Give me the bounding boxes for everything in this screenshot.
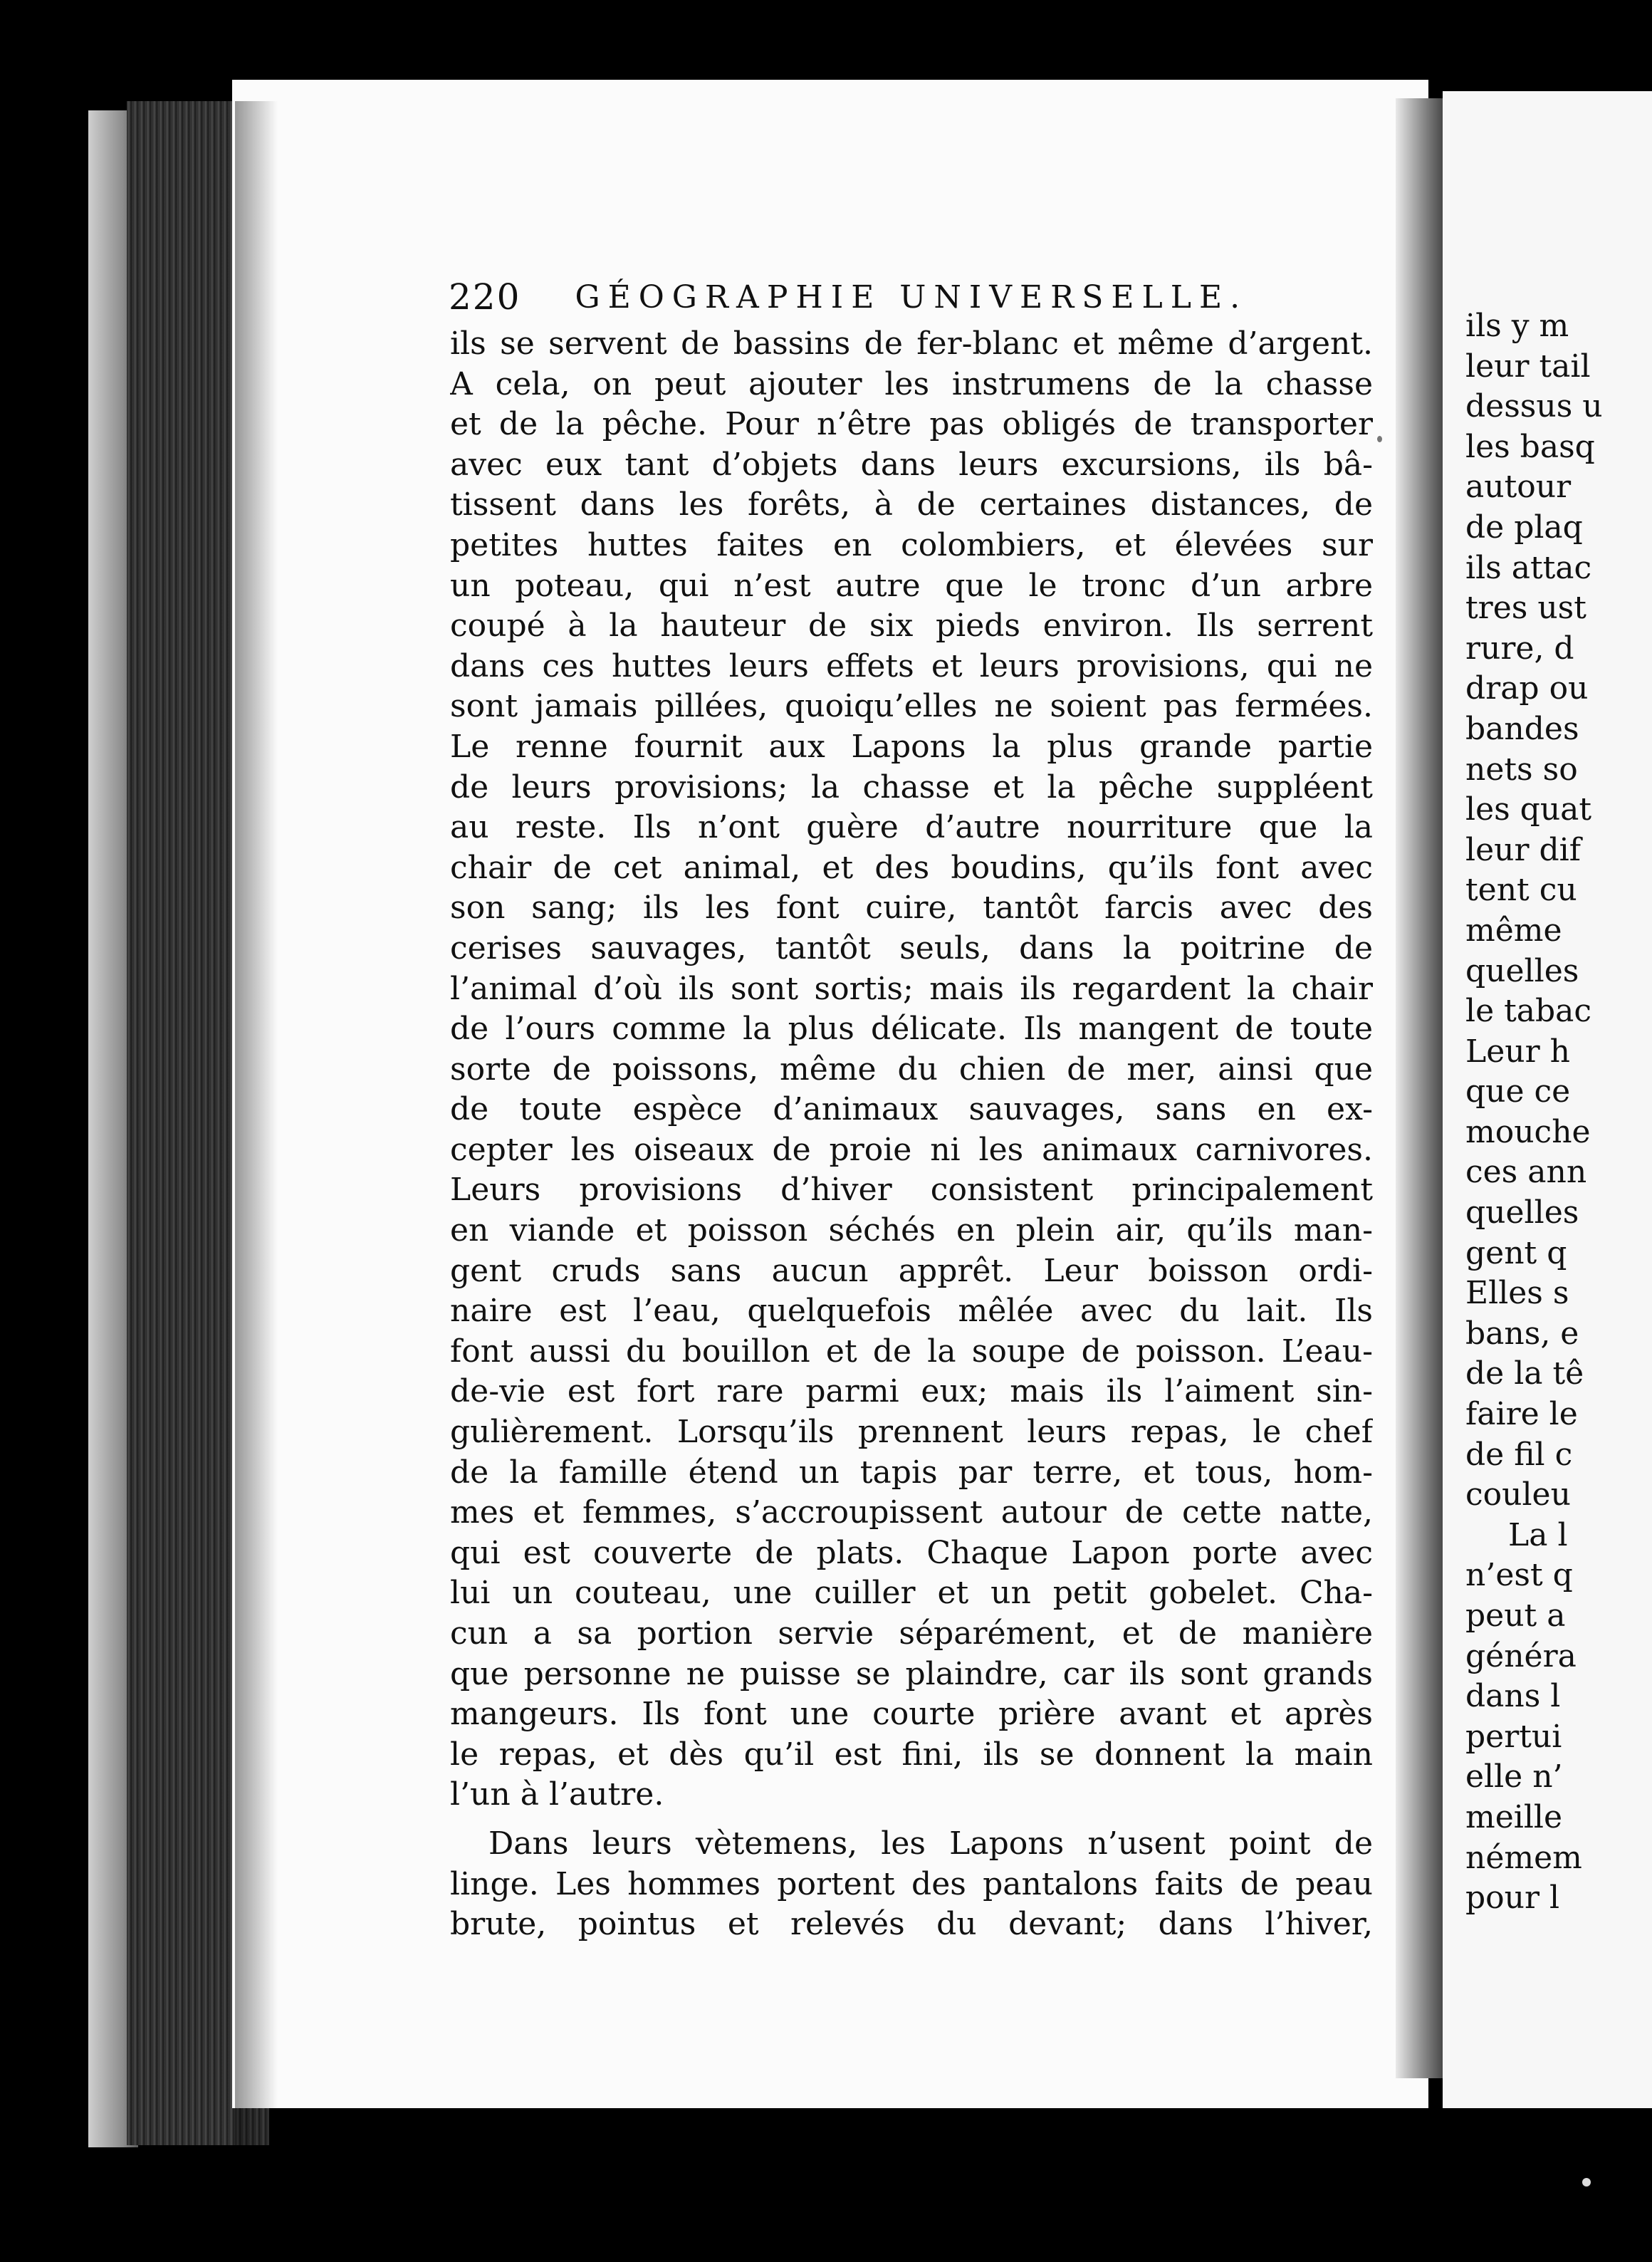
text-line: au reste. Ils n’ont guère d’autre nourriture que la [450, 809, 1373, 846]
facing-text-line: tent cu [1465, 872, 1577, 909]
text-line: gulièrement. Lorsqu’ils prennent leurs repas, le chef [450, 1414, 1373, 1451]
facing-text-line: autour [1465, 469, 1572, 506]
text-line: l’un à l’autre. [450, 1776, 664, 1813]
facing-text-line: bandes [1465, 710, 1579, 747]
facing-text-line: de plaq [1465, 509, 1583, 546]
facing-text-line: le tabac [1465, 993, 1592, 1030]
running-title: GÉOGRAPHIE UNIVERSELLE. [575, 278, 1248, 316]
text-line: Leurs provisions d’hiver consistent principalement [450, 1172, 1373, 1209]
text-line: Dans leurs vètemens, les Lapons n’usent point de [488, 1825, 1373, 1862]
text-line: dans ces huttes leurs effets et leurs provisions, qui ne [450, 647, 1373, 684]
facing-text-line: leur tail [1465, 348, 1591, 385]
text-line: avec eux tant d’objets dans leurs excursions, ils bâ- [450, 446, 1373, 483]
facing-text-line: de fil c [1465, 1436, 1573, 1473]
text-line: qui est couverte de plats. Chaque Lapon porte avec [450, 1534, 1373, 1571]
text-line: et de la pêche. Pour n’être pas obligés de transporter [450, 406, 1373, 443]
facing-text-line: nets so [1465, 751, 1578, 788]
facing-page-text [1465, 306, 1652, 1919]
facing-text-line: quelles [1465, 1194, 1579, 1231]
facing-text-line: généra [1465, 1637, 1577, 1674]
facing-text-line: tres ust [1465, 590, 1586, 627]
body-text [450, 324, 1373, 1945]
text-line: naire est l’eau, quelquefois mêlée avec du lait. Ils [450, 1293, 1373, 1330]
text-line: lui un couteau, une cuiller et un petit gobelet. Cha- [450, 1575, 1373, 1612]
text-line: de la famille étend un tapis par terre, et tous, hom- [450, 1454, 1373, 1491]
facing-text-line: Leur h [1465, 1033, 1570, 1070]
text-line: que personne ne puisse se plaindre, car ils sont grands [450, 1655, 1373, 1692]
facing-text-line: rure, d [1465, 630, 1574, 667]
text-line: sorte de poissons, même du chien de mer, ainsi que [450, 1051, 1373, 1088]
facing-text-line: peut a [1465, 1598, 1566, 1634]
text-line: cepter les oiseaux de proie ni les animaux carnivores. [450, 1131, 1373, 1168]
facing-text-line: pour l [1465, 1880, 1560, 1917]
text-line: de leurs provisions; la chasse et la pêche suppléent [450, 768, 1373, 806]
text-line: mes et femmes, s’accroupissent autour de cette natte, [450, 1494, 1373, 1531]
text-line: un poteau, qui n’est autre que le tronc d’un arbre [450, 567, 1373, 604]
facing-text-line: que ce [1465, 1073, 1571, 1110]
text-line: mangeurs. Ils font une courte prière avant et après [450, 1696, 1373, 1733]
facing-text-line: de la tê [1465, 1355, 1584, 1392]
facing-text-line: faire le [1465, 1396, 1578, 1433]
text-line: en viande et poisson séchés en plein air, qu’ils man- [450, 1212, 1373, 1249]
text-line: ils se servent de bassins de fer-blanc et même d’argent. [450, 325, 1373, 362]
facing-text-line: quelles [1465, 952, 1579, 989]
page-number: 220 [449, 276, 521, 318]
text-line: Le renne fournit aux Lapons la plus grande partie [450, 728, 1373, 765]
ink-speck [1582, 2178, 1591, 2187]
facing-text-line: Elles s [1465, 1275, 1569, 1312]
facing-text-line: n’est q [1465, 1557, 1573, 1594]
facing-text-line: dessus u [1465, 388, 1603, 425]
facing-text-line: dans l [1465, 1678, 1561, 1715]
facing-text-line: La l [1508, 1516, 1568, 1553]
text-line: font aussi du bouillon et de la soupe de poisson. L’eau- [450, 1333, 1373, 1370]
facing-text-line: elle n’ [1465, 1758, 1563, 1795]
facing-text-line: pertui [1465, 1718, 1562, 1755]
facing-text-line: les basq [1465, 428, 1595, 465]
facing-text-line: meille [1465, 1798, 1563, 1835]
text-line: petites huttes faites en colombiers, et élevées sur [450, 526, 1373, 563]
facing-text-line: mouche [1465, 1113, 1591, 1150]
text-line: cun a sa portion servie séparément, et de manière [450, 1615, 1373, 1652]
text-line: sont jamais pillées, quoiqu’elles ne soient pas fermées. [450, 688, 1373, 725]
facing-text-line: ils attac [1465, 549, 1592, 586]
facing-text-line: bans, e [1465, 1315, 1579, 1352]
text-line: linge. Les hommes portent des pantalons faits de peau [450, 1865, 1373, 1902]
ink-speck [1377, 436, 1382, 442]
text-line: l’animal d’où ils sont sortis; mais ils regardent la chair [450, 970, 1373, 1007]
text-line: A cela, on peut ajouter les instrumens de la chasse [450, 365, 1373, 402]
text-line: brute, pointus et relevés du devant; dans l’hiver, [450, 1906, 1373, 1943]
text-line: coupé à la hauteur de six pieds environ. Ils serrent [450, 608, 1373, 645]
facing-text-line: drap ou [1465, 670, 1589, 707]
facing-text-line: même [1465, 912, 1562, 949]
text-line: de toute espèce d’animaux sauvages, sans en ex- [450, 1091, 1373, 1128]
text-line: son sang; ils les font cuire, tantôt farcis avec des [450, 890, 1373, 927]
facing-text-line: ils y m [1465, 308, 1569, 344]
text-line: cerises sauvages, tantôt seuls, dans la poitrine de [450, 929, 1373, 966]
facing-text-line: leur dif [1465, 831, 1581, 868]
facing-text-line: les quat [1465, 791, 1592, 828]
facing-text-line: couleu [1465, 1476, 1571, 1513]
text-line: gent cruds sans aucun apprêt. Leur boisson ordi- [450, 1252, 1373, 1289]
text-line: chair de cet animal, et des boudins, qu’ils font avec [450, 849, 1373, 886]
text-line: le repas, et dès qu’il est fini, ils se donnent la main [450, 1736, 1373, 1773]
page-edge-shadow [235, 101, 278, 2145]
text-line: de-vie est fort rare parmi eux; mais ils l’aiment sin- [450, 1373, 1373, 1410]
facing-text-line: ces ann [1465, 1154, 1587, 1191]
text-line: de l’ours comme la plus délicate. Ils mangent de toute [450, 1011, 1373, 1048]
facing-text-line: némem [1465, 1839, 1582, 1876]
facing-text-line: gent q [1465, 1234, 1567, 1271]
running-head [449, 272, 1438, 322]
text-line: tissent dans les forêts, à de certaines distances, de [450, 486, 1373, 523]
